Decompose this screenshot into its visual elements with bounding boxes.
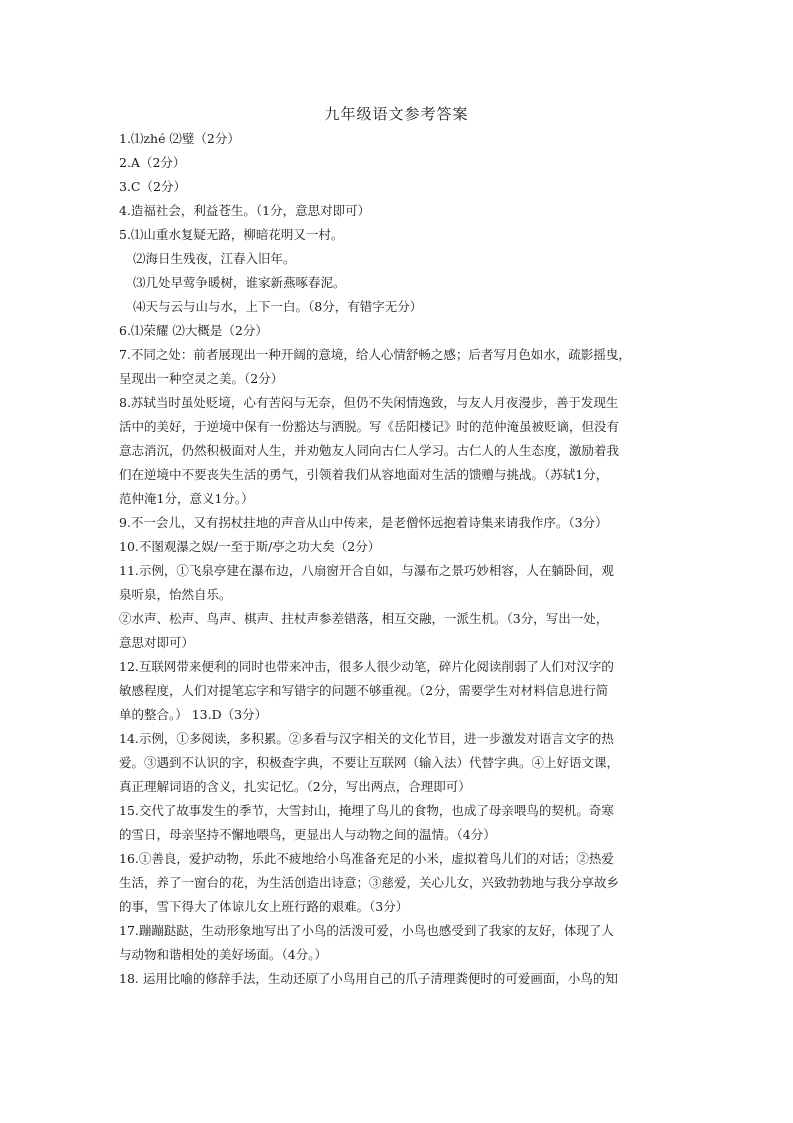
- answer-line: 意思对即可）: [119, 635, 195, 650]
- answer-line: 1.⑴zhé ⑵璧（2分）: [119, 131, 240, 146]
- answer-line: 生活，养了一窗台的花，为生活创造出诗意；③慈爱，关心儿女，兴致勃勃地与我分享故乡: [119, 875, 620, 890]
- answer-line: 10.不图观瀑之娱/一至于斯/亭之功大矣（2分）: [119, 539, 381, 554]
- answer-line: ⑶几处早莺争暖树，谁家新燕啄春泥。: [133, 275, 346, 290]
- answer-line: 8.苏轼当时虽处贬境，心有苦闷与无奈，但仍不失闲情逸致，与友人月夜漫步，善于发现生: [119, 395, 619, 410]
- answer-line: 18. 运用比喻的修辞手法，生动还原了小鸟用自己的爪子清理粪便时的可爱画面，小鸟的知: [119, 971, 618, 986]
- answer-line: 范仲淹1分，意义1分。）: [119, 491, 254, 506]
- answer-line: 的事，雪下得大了体谅儿女上班行路的艰难。（3分）: [119, 899, 409, 914]
- page-title: 九年级语文参考答案: [324, 105, 469, 123]
- answer-line: ②水声、松声、鸟声、棋声、拄杖声参差错落，相互交融，一派生机。（3分，写出一处，: [119, 611, 609, 626]
- answer-line: 6.⑴荣耀 ⑵大概是（2分）: [119, 323, 268, 338]
- answer-list: [119, 127, 685, 991]
- answer-line: ⑷天与云与山与水，上下一白。（8分，有错字无分）: [133, 299, 423, 314]
- answer-line: ⑵海日生残夜，江春入旧年。: [133, 251, 296, 266]
- answer-line: 的雪日，母亲坚持不懈地喂鸟，更显出人与动物之间的温情。（4分）: [119, 827, 496, 842]
- answer-line: 9.不一会儿，又有拐杖拄地的声音从山中传来，是老僧怀远抱着诗集来请我作序。（3分）: [119, 515, 608, 530]
- answer-line: 16.①善良，爱护动物，乐此不疲地给小鸟准备充足的小米，虚拟着鸟儿们的对话；②热爱: [119, 851, 614, 866]
- answer-line: 14.示例，①多阅读，多积累。②多看与汉字相关的文化节目，进一步激发对语言文字的热: [119, 731, 614, 746]
- answer-line: 17.蹦蹦跶跶，生动形象地写出了小鸟的活泼可爱，小鸟也感受到了我家的友好，体现了人: [119, 923, 614, 938]
- answer-line: 11.示例，①飞泉亭建在瀑布边，八扇窗开合自如，与瀑布之景巧妙相容，人在躺卧间，观: [119, 563, 614, 578]
- answer-line: 敏感程度，人们对提笔忘字和写错字的问题不够重视。（2分，需要学生对材料信息进行简: [119, 683, 609, 698]
- answer-line: 呈现出一种空灵之美。（2分）: [119, 371, 284, 386]
- answer-line: 4.造福社会，利益苍生。（1分，意思对即可）: [119, 203, 371, 218]
- answer-line: 与动物和谐相处的美好场面。（4分。）: [119, 947, 327, 962]
- answer-line: 12.互联网带来便利的同时也带来冲击，很多人很少动笔，碎片化阅读削弱了人们对汉字的: [119, 659, 614, 674]
- answer-line: 2.A（2分）: [119, 155, 186, 170]
- answer-line: 泉听泉，怡然自乐。: [119, 587, 232, 602]
- answer-line: 15.交代了故事发生的季节，大雪封山，掩埋了鸟儿的食物，也成了母亲喂鸟的契机。奇寒: [119, 803, 614, 818]
- answer-line: 爱。③遇到不认识的字，积极查字典，不要让互联网（输入法）代替字典。④上好语文课，: [119, 755, 620, 770]
- answer-line: 真正理解词语的含义，扎实记忆。（2分，写出两点，合理即可）: [119, 779, 471, 794]
- answer-line: 活中的美好，于逆境中保有一份豁达与洒脱。写《岳阳楼记》时的范仲淹虽被贬谪，但没有: [119, 419, 620, 434]
- answer-line: 单的整合。） 13.D（3分）: [119, 707, 268, 722]
- answer-line: 3.C（2分）: [119, 179, 186, 194]
- answer-line: 意志消沉，仍然积极面对人生，并劝勉友人同向古仁人学习。古仁人的人生态度，激励着我: [119, 443, 620, 458]
- answer-line: 7.不同之处：前者展现出一种开阔的意境，给人心情舒畅之感；后者写月色如水，疏影摇曳，: [119, 347, 631, 362]
- answer-line: 5.⑴山重水复疑无路，柳暗花明又一村。: [119, 227, 344, 242]
- answer-line: 们在逆境中不要丧失生活的勇气，引领着我们从容地面对生活的馈赠与挑战。（苏轼1分，: [119, 467, 609, 482]
